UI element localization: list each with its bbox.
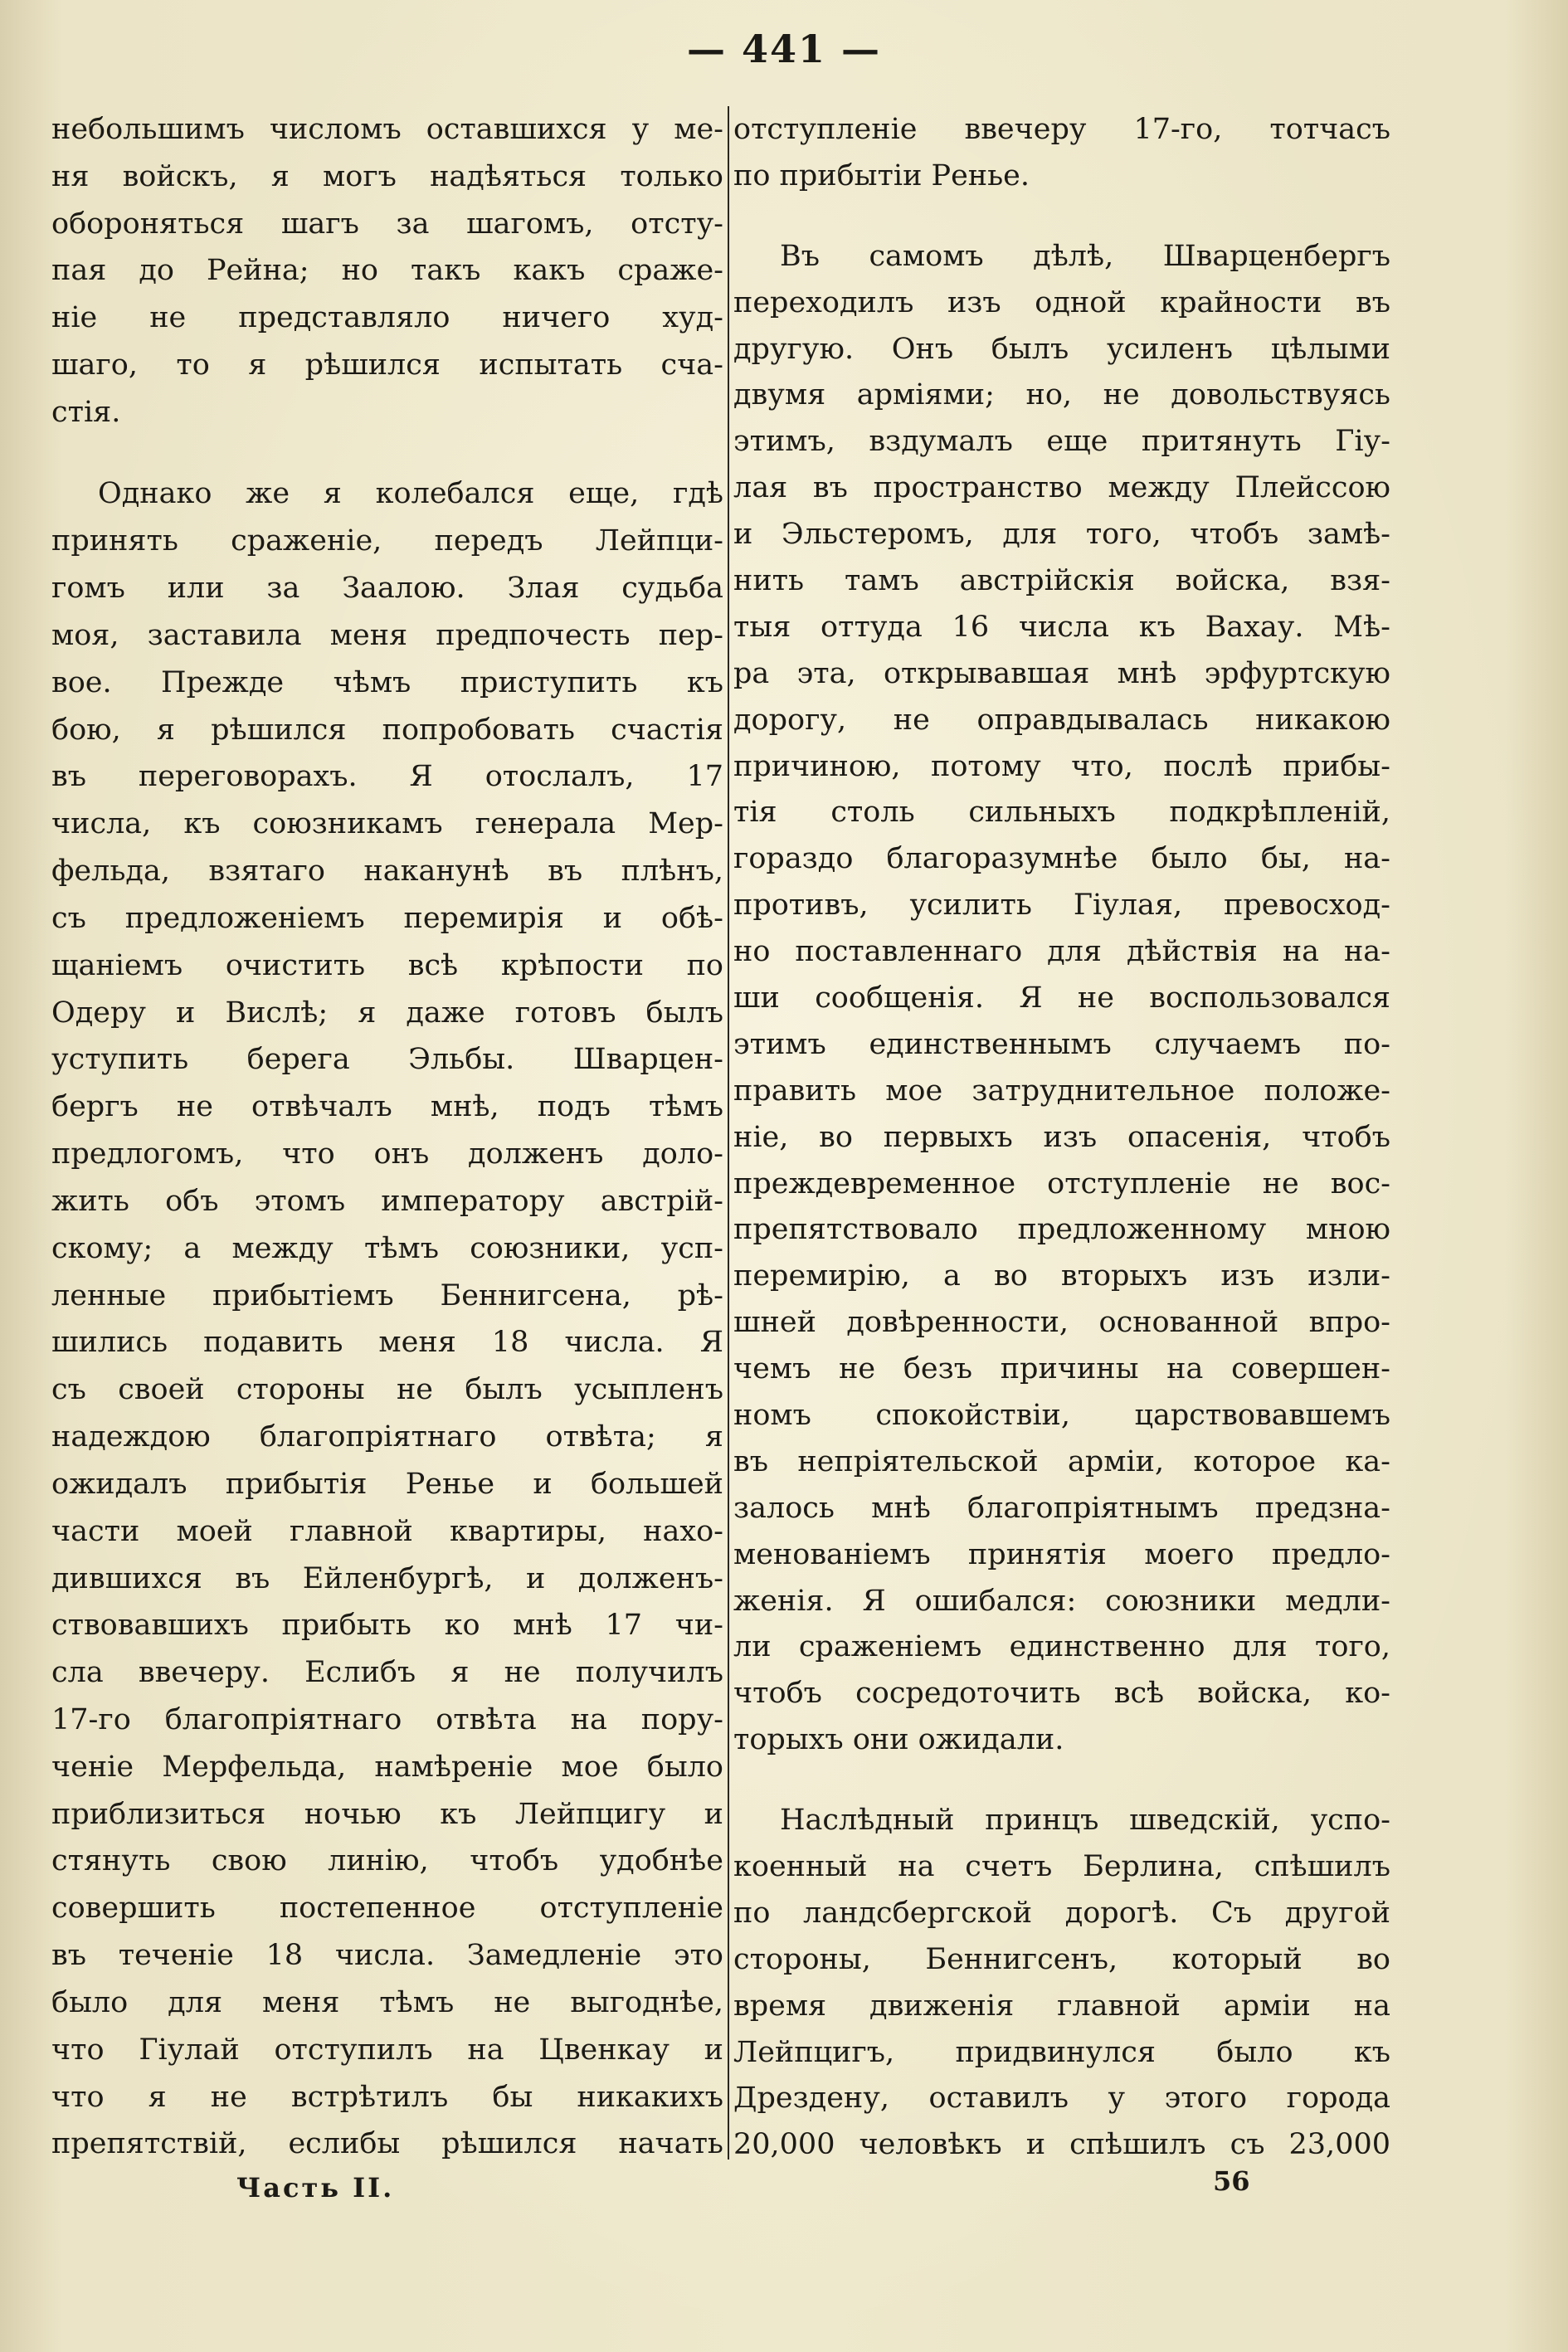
right-column bbox=[733, 105, 1390, 2166]
text-line: что Гіулай отступилъ на Цвенкау и bbox=[51, 2033, 723, 2067]
text-line: ши сообщенія. Я не воспользовался bbox=[733, 981, 1390, 1015]
text-line: менованіемъ принятія моего предло- bbox=[733, 1537, 1390, 1571]
text-line: но поставленнаго для дѣйствія на на- bbox=[733, 935, 1390, 969]
text-line: дорогу, не оправдывалась никакою bbox=[733, 703, 1390, 737]
text-line: стороны, Беннигсенъ, который во bbox=[733, 1942, 1390, 1976]
text-line: гомъ или за Заалою. Злая судьба bbox=[51, 572, 723, 606]
text-line: пая до Рейна; но такъ какъ сраже- bbox=[51, 254, 723, 288]
text-line: принять сраженіе, передъ Лейпци- bbox=[51, 524, 723, 558]
text-line: Дрездену, оставилъ у этого города bbox=[733, 2082, 1390, 2116]
signature-mark: 56 bbox=[1213, 2165, 1250, 2197]
text-line: надеждою благопріятнаго отвѣта; я bbox=[51, 1420, 723, 1454]
paragraph-gap bbox=[733, 1761, 1390, 1795]
text-line: перемирію, а во вторыхъ изъ изли- bbox=[733, 1259, 1390, 1293]
text-line: фельда, взятаго наканунѣ въ плѣнъ, bbox=[51, 855, 723, 889]
text-line: чемъ не безъ причины на совершен- bbox=[733, 1352, 1390, 1386]
text-line: совершить постепенное отступленіе bbox=[51, 1892, 723, 1926]
text-line: гораздо благоразумнѣе было бы, на- bbox=[733, 842, 1390, 876]
text-line: части моей главной квартиры, нахо- bbox=[51, 1514, 723, 1548]
text-line: ніе не представляло ничего худ- bbox=[51, 301, 723, 335]
text-line: Въ самомъ дѣлѣ, Шварценбергъ bbox=[780, 239, 1390, 273]
text-line: моя, заставила меня предпочесть пер- bbox=[51, 618, 723, 652]
text-line: обороняться шагъ за шагомъ, отсту- bbox=[51, 207, 723, 241]
text-line: торыхъ они ожидали. bbox=[733, 1723, 1064, 1757]
text-line: съ предложеніемъ перемирія и обѣ- bbox=[51, 901, 723, 935]
text-line: номъ спокойствіи, царствовавшемъ bbox=[733, 1399, 1390, 1433]
text-line: ра эта, открывавшая мнѣ эрфуртскую bbox=[733, 656, 1390, 690]
text-line: этимъ единственнымъ случаемъ по- bbox=[733, 1027, 1390, 1061]
text-line: стянуть свою линію, чтобъ удобнѣе bbox=[51, 1844, 723, 1878]
text-line: небольшимъ числомъ оставшихся у ме- bbox=[51, 113, 723, 146]
text-line: препятствій, еслибы рѣшился начать bbox=[51, 2127, 723, 2161]
text-line: ожидалъ прибытія Ренье и большей bbox=[51, 1467, 723, 1501]
text-line: преждевременное отступленіе не вос- bbox=[733, 1166, 1390, 1200]
left-column bbox=[51, 105, 723, 2166]
text-line: съ своей стороны не былъ усыпленъ bbox=[51, 1373, 723, 1407]
text-line: шаго, то я рѣшился испытать сча- bbox=[51, 348, 723, 382]
text-line: вое. Прежде чѣмъ приступить къ bbox=[51, 665, 723, 699]
text-line: коенный на счетъ Берлина, спѣшилъ bbox=[733, 1850, 1390, 1884]
text-line: шней довѣренности, основанной впро- bbox=[733, 1306, 1390, 1340]
text-line: женія. Я ошибался: союзники медли- bbox=[733, 1584, 1390, 1618]
paragraph-gap bbox=[733, 197, 1390, 231]
text-line: уступить берега Эльбы. Шварцен- bbox=[51, 1043, 723, 1077]
text-line: Однако же я колебался еще, гдѣ bbox=[98, 477, 723, 511]
text-line: 20,000 человѣкъ и спѣшилъ съ 23,000 bbox=[733, 2128, 1390, 2162]
text-line: нить тамъ австрійскія войска, взя- bbox=[733, 564, 1390, 597]
text-line: по прибытіи Ренье. bbox=[733, 158, 1030, 192]
text-line: дившихся въ Ейленбургѣ, и долженъ- bbox=[51, 1561, 723, 1595]
text-line: залось мнѣ благопріятнымъ предзна- bbox=[733, 1491, 1390, 1525]
text-line: что я не встрѣтилъ бы никакихъ bbox=[51, 2080, 723, 2114]
text-line: тыя оттуда 16 числа къ Вахау. Мѣ- bbox=[733, 610, 1390, 644]
text-line: скому; а между тѣмъ союзники, усп- bbox=[51, 1231, 723, 1265]
text-line: ня войскъ, я могъ надѣяться только bbox=[51, 159, 723, 193]
text-line: числа, къ союзникамъ генерала Мер- bbox=[51, 807, 723, 841]
text-line: по ландсбергской дорогѣ. Съ другой bbox=[733, 1896, 1390, 1930]
text-line: лая въ пространство между Плейссою bbox=[733, 471, 1390, 505]
text-line: сла ввечеру. Еслибъ я не получилъ bbox=[51, 1656, 723, 1690]
text-line: бергъ не отвѣчалъ мнѣ, подъ тѣмъ bbox=[51, 1090, 723, 1124]
text-line: жить объ этомъ императору австрій- bbox=[51, 1184, 723, 1218]
text-line: стія. bbox=[51, 395, 121, 429]
text-line: ченіе Мерфельда, намѣреніе мое было bbox=[51, 1750, 723, 1784]
text-line: щаніемъ очистить всѣ крѣпости по bbox=[51, 948, 723, 982]
paragraph-gap bbox=[51, 435, 723, 470]
text-line: ствовавшихъ прибыть ко мнѣ 17 чи- bbox=[51, 1609, 723, 1643]
text-line: препятствовало предложенному мною bbox=[733, 1213, 1390, 1247]
text-line: причиною, потому что, послѣ прибы- bbox=[733, 749, 1390, 783]
text-line: Одеру и Вислѣ; я даже готовъ былъ bbox=[51, 996, 723, 1030]
text-line: въ теченіе 18 числа. Замедленіе это bbox=[51, 1939, 723, 1973]
text-line: ленные прибытіемъ Беннигсена, рѣ- bbox=[51, 1278, 723, 1312]
text-line: отступленіе ввечеру 17-го, тотчасъ bbox=[733, 113, 1390, 146]
text-line: тія столь сильныхъ подкрѣпленій, bbox=[733, 796, 1390, 830]
column-divider bbox=[728, 106, 729, 2160]
text-line: другую. Онъ былъ усиленъ цѣлыми bbox=[733, 332, 1390, 366]
text-line: противъ, усилить Гіулая, превосход- bbox=[733, 889, 1390, 923]
text-line: ніе, во первыхъ изъ опасенія, чтобъ bbox=[733, 1120, 1390, 1154]
page-number: — 441 — bbox=[686, 27, 882, 71]
text-line: Лейпцигъ, придвинулся было къ bbox=[733, 2035, 1390, 2069]
text-line: двумя арміями; но, не довольствуясь bbox=[733, 378, 1390, 412]
text-line: бою, я рѣшился попробовать счастія bbox=[51, 713, 723, 747]
text-line: время движенія главной арміи на bbox=[733, 1989, 1390, 2023]
text-line: 17-го благопріятнаго отвѣта на пору- bbox=[51, 1703, 723, 1736]
text-line: ли сраженіемъ единственно для того, bbox=[733, 1630, 1390, 1664]
text-line: въ переговорахъ. Я отослалъ, 17 bbox=[51, 760, 723, 794]
text-line: чтобъ сосредоточить всѣ войска, ко- bbox=[733, 1677, 1390, 1711]
text-line: предлогомъ, что онъ долженъ доло- bbox=[51, 1137, 723, 1171]
text-line: переходилъ изъ одной крайности въ bbox=[733, 285, 1390, 319]
text-line: въ непріятельской арміи, которое ка- bbox=[733, 1444, 1390, 1478]
text-line: приблизиться ночью къ Лейпцигу и bbox=[51, 1797, 723, 1831]
text-line: править мое затруднительное положе- bbox=[733, 1074, 1390, 1108]
text-line: этимъ, вздумалъ еще притянуть Гіу- bbox=[733, 425, 1390, 459]
part-label: Часть II. bbox=[236, 2172, 395, 2203]
text-line: Наслѣдный принцъ шведскій, успо- bbox=[780, 1804, 1390, 1838]
text-line: было для меня тѣмъ не выгоднѣе, bbox=[51, 1985, 723, 2019]
text-line: шились подавить меня 18 числа. Я bbox=[51, 1326, 723, 1360]
text-line: и Эльстеромъ, для того, чтобъ замѣ- bbox=[733, 518, 1390, 552]
